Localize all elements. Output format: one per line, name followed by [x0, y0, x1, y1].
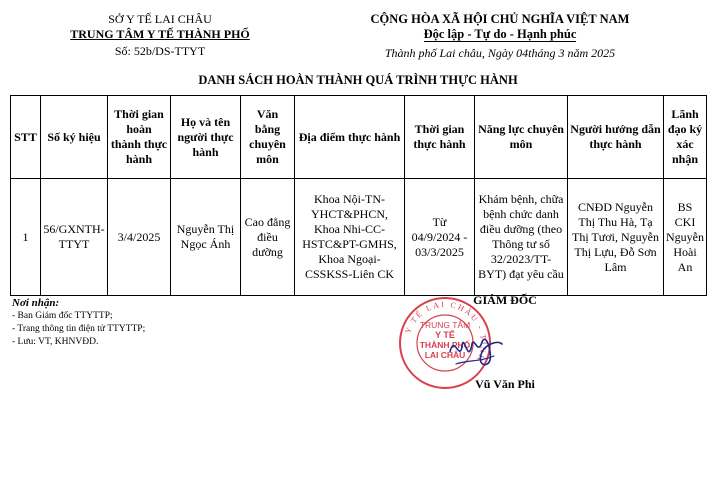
cell-practice-time: Từ 04/9/2024 - 03/3/2025	[405, 179, 475, 296]
recipients-title: Nơi nhận:	[12, 297, 60, 309]
cell-competency: Khám bệnh, chữa bệnh chức danh điều dưỡng (theo Thông tư số 32/2023/TT-BYT) đạt yêu cầu	[475, 179, 568, 296]
document-number: Số: 52b/DS-TTYT	[114, 44, 206, 58]
recipients-list	[12, 310, 145, 349]
col-header-supervisors: Người hướng dẫn thực hành	[568, 96, 664, 179]
col-header-symbol: Số ký hiệu	[41, 96, 108, 179]
svg-text:THÀNH PHỐ: THÀNH PHỐ	[419, 340, 471, 350]
col-header-stt: STT	[11, 96, 41, 179]
col-header-competency: Năng lực chuyên môn	[475, 96, 568, 179]
place-date: Thành phố Lai châu, Ngày 04tháng 3 năm 2025	[384, 46, 616, 60]
agency-name: SỞ Y TẾ LAI CHÂU	[108, 12, 212, 26]
svg-text:LAI CHÂU: LAI CHÂU	[424, 350, 466, 360]
cell-approver: BS CKI Nguyễn Hoài An	[664, 179, 707, 296]
svg-text:TRUNG TÂM: TRUNG TÂM	[419, 320, 471, 330]
national-motto: Độc lập - Tự do - Hạnh phúc	[423, 27, 577, 41]
list-item: - Lưu: VT, KHNVĐD.	[12, 337, 99, 347]
cell-location: Khoa Nội-TN-YHCT&PHCN, Khoa Nhi-CC-HSTC&PT-GMHS, Khoa Ngoại-CSSKSS-Liên CK	[295, 179, 405, 296]
col-header-degree: Văn bằng chuyên môn	[241, 96, 295, 179]
cell-symbol: 56/GXNTH-TTYT	[41, 179, 108, 296]
cell-stt: 1	[11, 179, 41, 296]
document-title: DANH SÁCH HOÀN THÀNH QUÁ TRÌNH THỰC HÀNH	[198, 73, 518, 87]
table-row	[11, 179, 707, 296]
practice-table	[10, 95, 707, 296]
signer-title: GIÁM ĐỐC	[473, 293, 537, 307]
col-header-full-name: Họ và tên người thực hành	[171, 96, 241, 179]
list-item: - Trang thông tin điện tử TTYTTP;	[12, 324, 146, 334]
cell-completion-time: 3/4/2025	[108, 179, 171, 296]
national-title: CỘNG HÒA XÃ HỘI CHỦ NGHĨA VIỆT NAM	[370, 12, 630, 26]
center-name: TRUNG TÂM Y TẾ THÀNH PHỐ	[70, 27, 250, 41]
col-header-location: Địa điểm thực hành	[295, 96, 405, 179]
signer-name: Vũ Văn Phi	[475, 377, 535, 391]
table-header-row	[11, 96, 707, 179]
cell-full-name: Nguyễn Thị Ngọc Ánh	[171, 179, 241, 296]
svg-text:Y TẾ LAI CHÂU - TỈNH: Y TẾ LAI CHÂU - TỈNH	[403, 299, 489, 365]
col-header-practice-time: Thời gian thực hành	[405, 96, 475, 179]
cell-degree: Cao đẳng điều dưỡng	[241, 179, 295, 296]
list-item: - Ban Giám đốc TTYTTP;	[12, 311, 113, 321]
cell-supervisors: CNĐD Nguyễn Thị Thu Hà, Tạ Thị Tươi, Nguyễn Thị Lựu, Đỗ Sơn Lâm	[568, 179, 664, 296]
col-header-completion-time: Thời gian hoàn thành thực hành	[108, 96, 171, 179]
col-header-approver: Lãnh đạo ký xác nhận	[664, 96, 707, 179]
signature-mark	[446, 322, 506, 372]
svg-text:Y TẾ: Y TẾ	[435, 330, 455, 340]
